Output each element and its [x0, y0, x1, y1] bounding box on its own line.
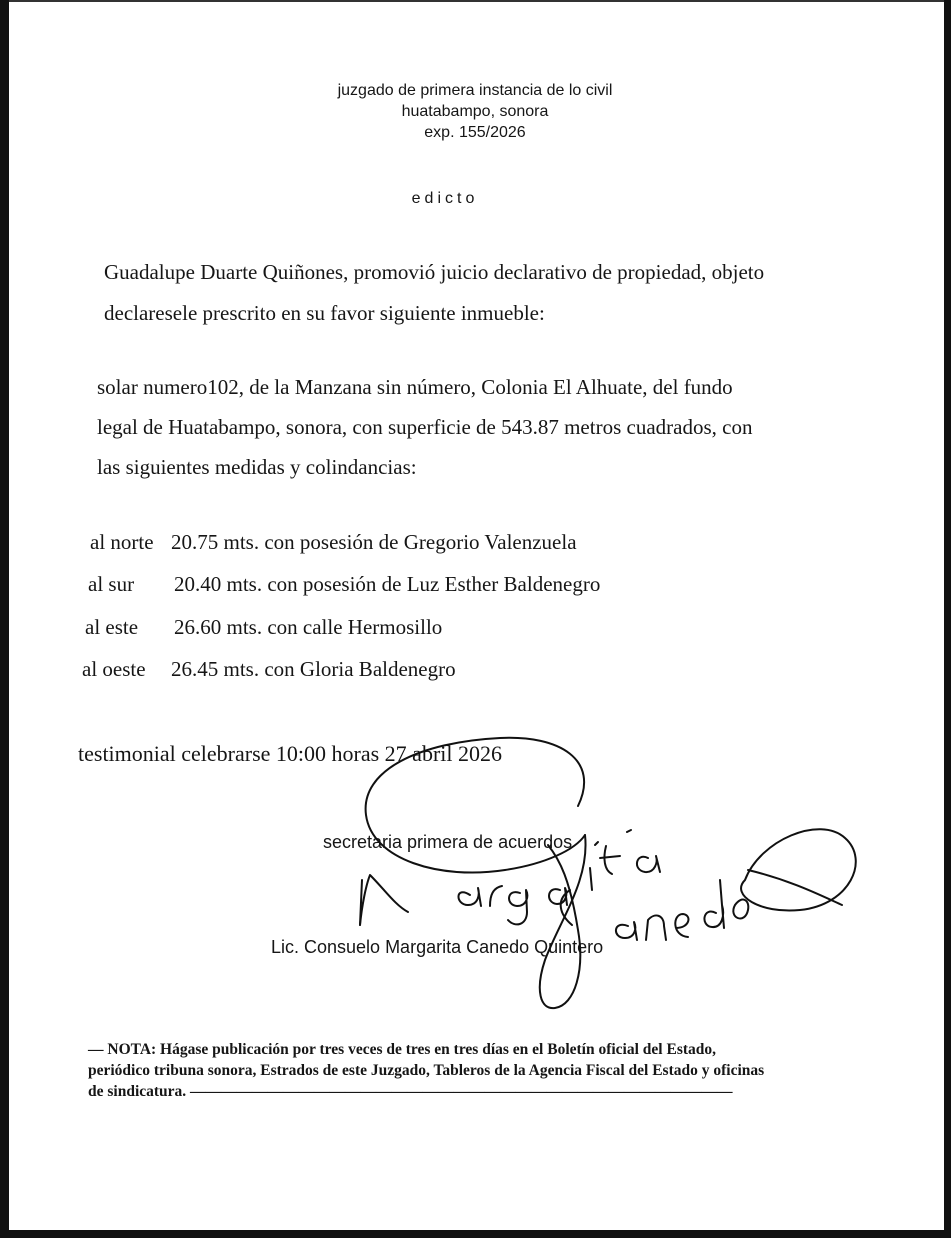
page-border-bottom	[0, 1230, 951, 1238]
note-line: — NOTA: Hágase publicación por tres veces de tres en tres días en el Boletín oficial del Estado,	[88, 1041, 717, 1058]
paragraph-line: Guadalupe Duarte Quiñones, promovió juicio declarativo de propiedad, objeto	[104, 260, 765, 284]
signatory-name: Lic. Consuelo Margarita Canedo Quintero	[271, 937, 604, 957]
paragraph-line: legal de Huatabampo, sonora, con superficie de 543.87 metros cuadrados, con	[97, 415, 753, 439]
case-number: exp. 155/2026	[424, 124, 526, 141]
boundary-description: 26.60 mts. con calle Hermosillo	[174, 615, 443, 639]
court-name: juzgado de primera instancia de lo civil	[337, 82, 613, 99]
paragraph-line: las siguientes medidas y colindancias:	[97, 455, 417, 479]
boundary-description: 20.75 mts. con posesión de Gregorio Valenzuela	[171, 530, 577, 554]
boundary-direction: al sur	[88, 572, 135, 596]
page-border-right	[944, 0, 951, 1238]
boundary-description: 26.45 mts. con Gloria Baldenegro	[171, 657, 456, 681]
hearing-date: testimonial celebrarse 10:00 horas 27 abril 2026	[78, 741, 502, 766]
boundary-direction: al norte	[90, 530, 154, 554]
paragraph-line: solar numero102, de la Manzana sin número, Colonia El Alhuate, del fundo	[97, 375, 733, 399]
court-location: huatabampo, sonora	[401, 103, 549, 120]
court-header	[250, 80, 700, 143]
publication-note	[88, 1039, 888, 1102]
page-border-left	[0, 0, 9, 1238]
boundary-description: 20.40 mts. con posesión de Luz Esther Baldenegro	[174, 572, 601, 596]
paragraph-inmueble	[97, 367, 867, 487]
page-border-top	[0, 0, 951, 2]
signatory-role: secretaria primera de acuerdos	[323, 832, 573, 852]
boundary-direction: al oeste	[82, 657, 146, 681]
document-title: edicto	[411, 190, 479, 207]
note-line: de sindicatura. ———————————————————————————————————	[88, 1083, 733, 1100]
boundary-direction: al este	[85, 615, 139, 639]
paragraph-promovente	[104, 252, 864, 334]
note-line: periódico tribuna sonora, Estrados de este Juzgado, Tableros de la Agencia Fiscal del Estado y oficinas	[88, 1062, 765, 1079]
paragraph-line: declaresele prescrito en su favor siguiente inmueble:	[104, 301, 545, 325]
